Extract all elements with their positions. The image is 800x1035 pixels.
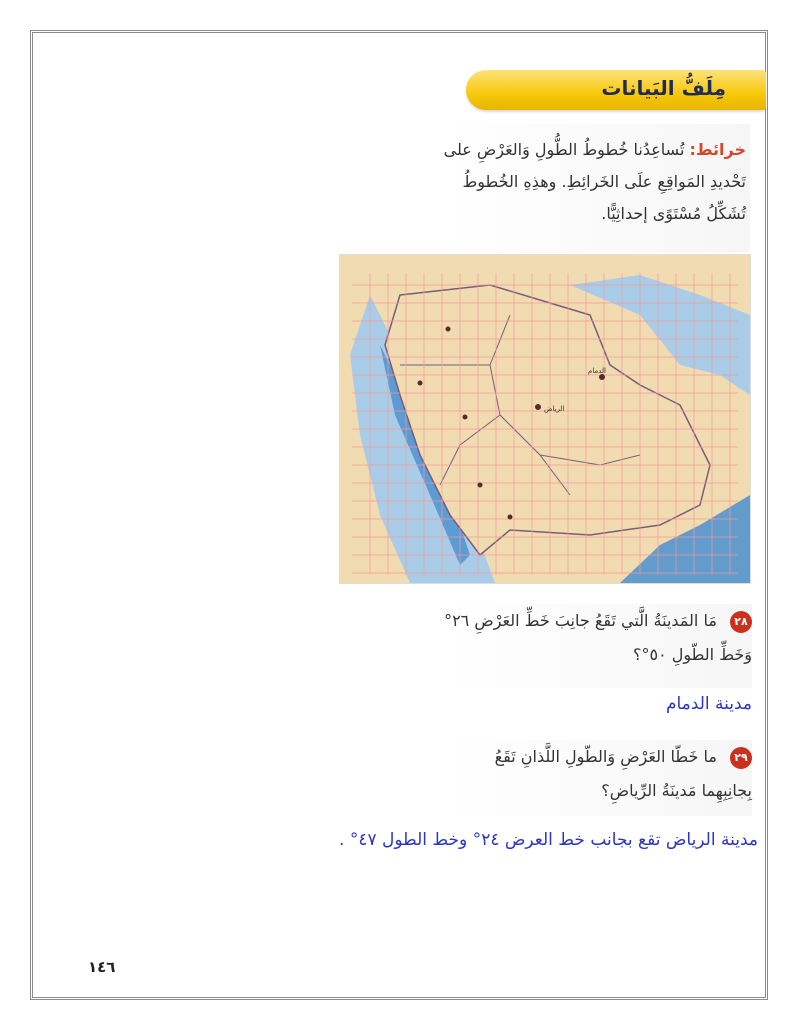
city-dot — [508, 515, 513, 520]
city-dot — [478, 483, 483, 488]
saudi-map — [339, 254, 751, 584]
banner-title: مِلَفُّ البَيانات — [601, 76, 726, 100]
label-riyadh: الرياض — [544, 405, 565, 413]
intro-box — [440, 124, 750, 252]
question-29 — [440, 740, 752, 816]
question-28 — [440, 604, 752, 688]
city-dot — [418, 381, 423, 386]
city-riyadh-dot — [535, 404, 541, 410]
question-29-text: ما خَطّا العَرْضِ وَالطّولِ اللَّذانِ تَقَعُ بِجانِبِهِما مَدينَةُ الرِّياضِ؟ — [494, 747, 752, 800]
question-number-badge: ٢٩ — [730, 747, 752, 769]
question-28-text: مَا المَدينَةُ الَّتي تَقَعُ جانِبَ خَطِّ العَرْضِ ٢٦° وَخَطِّ الطّولِ ٥٠°؟ — [444, 611, 752, 664]
map-graphic — [340, 255, 750, 583]
data-file-banner — [466, 70, 766, 110]
intro-keyword: خرائط: — [689, 140, 746, 159]
page-number: ١٤٦ — [88, 958, 116, 976]
answer-28: مدينة الدمام — [665, 694, 752, 714]
intro-text: تُساعِدُنا خُطوطُ الطُّولِ وَالعَرْضِ على تَحْديدِ المَواقِعِ علَى الخَرائِطِ. وهذِهِ الخُطوطُ تُشَكِّلُ مُسْتَوًى إحداثِيًّا. — [443, 140, 746, 223]
city-dot — [463, 415, 468, 420]
city-dot — [446, 327, 451, 332]
question-number-badge: ٢٨ — [730, 611, 752, 633]
label-dammam: الدمام — [588, 367, 606, 375]
intro-paragraph — [440, 124, 750, 230]
answer-29: مدينة الرياض تقع بجانب خط العرض ٢٤° وخط الطول ٤٧° . — [339, 830, 758, 850]
